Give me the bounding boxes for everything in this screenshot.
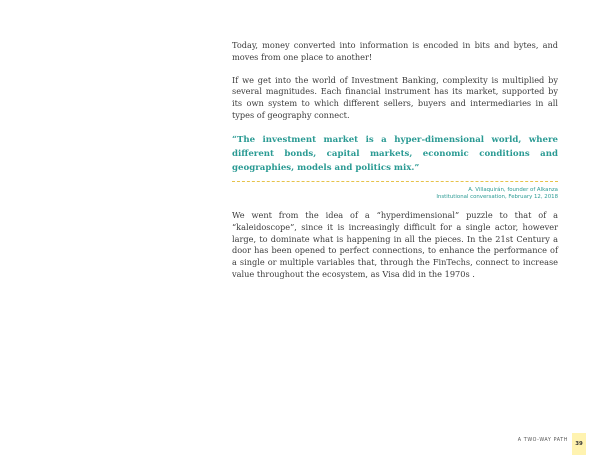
quote-attribution (232, 187, 558, 202)
main-text-column (232, 40, 558, 281)
footer-section-title: A TWO-WAY PATH (517, 437, 568, 443)
paragraph-intro: Today, money converted into information is encoded in bits and bytes, and moves from one place to another! (232, 40, 558, 62)
quote-divider (232, 181, 558, 182)
attribution-source: Institutional conversation, February 12, 2018 (436, 194, 558, 201)
paragraph-kaleidoscope: We went from the idea of a “hyperdimensional” puzzle to that of a “kaleidoscope”, since it is increasingly difficult for a single actor, however large, to dominate what is happening in all the pieces. In the 21st Century a door has been opened to perfect connections, to enhance the performance of a single or multiple variables that, through the FinTechs, connect to increase value throughout the ecosystem, as Visa did in the 1970s . (232, 209, 558, 279)
page-number: 39 (575, 441, 583, 447)
page-number-badge (572, 433, 586, 455)
pull-quote: “The investment market is a hyper-dimensional world, where different bonds, capital markets, economic conditions and geographies, models and politics mix.” (232, 134, 558, 173)
page-footer (518, 429, 586, 451)
paragraph-investment-banking: If we get into the world of Investment Banking, complexity is multiplied by several magnitudes. Each financial instrument has its market, supported by its own system to which different sellers, buyers and intermediaries in all types of geography connect. (232, 74, 558, 120)
attribution-author: A. Villaquirán, founder of Alkanza (468, 186, 558, 193)
